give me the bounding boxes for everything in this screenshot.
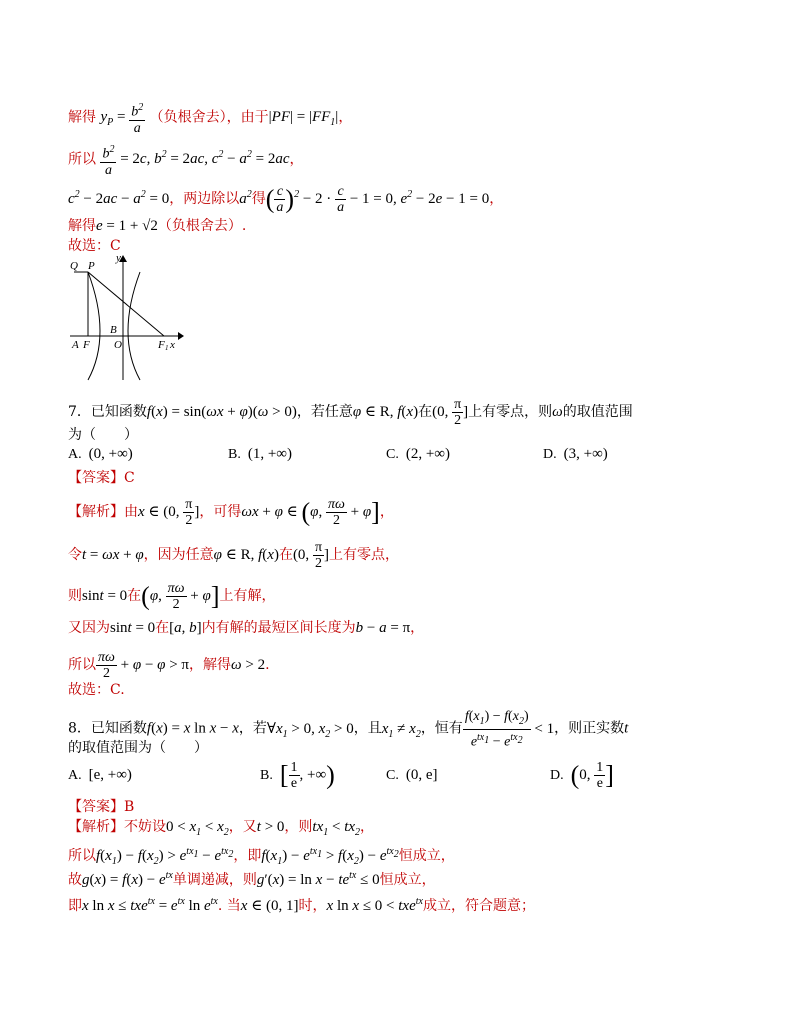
label-O: O [114,339,122,351]
option-label: A. [68,447,82,462]
formula: $tx_1 < tx_2$ [312,819,361,838]
text: ，即 [233,848,262,864]
text: 所以 [68,656,96,673]
q8-analysis-4 [68,892,535,916]
text: 所以 [68,151,96,168]
text: 内有解的最短区间长度为 [201,620,356,636]
analysis-tag: 【解析】 [68,819,124,835]
formula: $c^2 - 2ac - a^2 = 0$ [68,188,170,207]
formula: sint = 0 [110,620,156,636]
x-axis-arrow [178,332,184,340]
formula: [ $\frac{1}{e}$ , +∞) [279,760,335,791]
formula: f(x) = x ln x − x [146,720,239,737]
text: 8．已知函数 [68,720,147,737]
q7-option-d[interactable] [543,446,608,463]
text: 上有解， [219,587,276,604]
formula: $f(x_1) - f(x_2) > e^{tx_1} - e^{tx_2}$ [96,846,234,867]
formula: $y_P$ = $\frac{b^2}{a}$ [100,102,144,136]
answer-tag: 【答案】 [68,799,124,815]
option-label: C. [386,447,399,462]
text: 由 [124,503,138,520]
text: ，恒有 [420,720,463,737]
text: 在 [418,403,433,420]
formula: $g'(x) = \ln x - te^{tx} \le 0$ [256,870,380,888]
label-F1: F [158,339,165,351]
q7-option-c[interactable] [386,446,450,463]
formula: t = ωx + φ [82,546,144,563]
text: 则 [68,587,82,604]
formula: $|PF| = |FF_1|$ [268,109,339,129]
q7-option-a[interactable] [68,446,133,463]
formula: φ ∈ R, f(x) [352,403,419,420]
text: 成立，符合题意； [422,898,535,914]
formula: e = 1 + √2 [96,218,158,234]
formula: t [624,720,629,737]
formula: (0, $\frac{1}{e}$ ] [570,760,614,791]
formula: $\frac{\pi\omega}{2}$ + φ − φ > π [98,650,190,681]
text: . 当 [217,898,241,914]
q7-analysis-6: 故选：C. [68,682,125,698]
text: 时， [298,898,327,914]
text: 在 [155,620,170,636]
formula: $0 < x_1 < x_2$ [166,819,229,838]
answer-tag: 【答案】 [68,470,124,486]
formula: $f(x_1) - e^{tx_1} > f(x_2) - e^{tx_2}$ [261,846,399,867]
text: ，两边除以 [169,190,240,207]
text: 又因为 [68,620,110,636]
text: ，且 [353,720,382,737]
label-B: B [110,324,117,336]
text: 不妨设 [124,819,166,835]
text: 恒成立， [379,872,436,888]
q7-stem-line2: 为（ ） [68,427,138,443]
hyperbola-figure [68,252,188,382]
formula: ωx + φ ∈ (φ, $\frac{\pi\omega}{2}$ + φ] [241,497,380,528]
label-A: A [72,339,79,351]
q7-analysis-1: 【解析】由x ∈ (0, $\frac{\pi}{2}$ ]，可得ωx + φ ∈ (φ, $\frac{\pi\omega}{2}$ + φ]， [68,497,394,528]
option-label: C. [386,768,399,783]
text: 上有零点， [329,546,400,563]
formula: $x_1 \ne x_2$ [381,720,421,740]
text: ，可得 [199,503,242,520]
option-label: B. [260,767,273,783]
q8-analysis-3 [68,866,436,890]
text: 的取值范围 [562,403,633,420]
text: ，若任意 [296,403,353,420]
q8-option-d[interactable] [550,760,614,791]
line-2: 所以 $\frac{b^2}{a}$ = 2c, $b^2 = 2ac$, $c^2 - a^2 = 2ac$， [68,144,304,178]
text: 解得 [68,218,96,234]
option-label: D. [543,447,557,462]
line-1: 解得 $y_P$ = $\frac{b^2}{a}$ （负根舍去），由于$|PF| = |FF_1|$， [68,102,353,136]
text: 故 [68,872,82,888]
formula: [e, +∞) [88,767,132,783]
formula: (φ, $\frac{\pi\omega}{2}$ + φ] [141,581,220,612]
q7-analysis-2 [68,540,399,571]
formula: φ ∈ R, f(x) [213,546,279,563]
answer-value: B [124,799,135,815]
q7-option-b[interactable] [228,446,292,463]
text: 上有零点，则 [468,403,553,420]
formula: (3, +∞) [563,446,608,462]
text: 在 [278,546,293,563]
label-Q: Q [70,260,78,272]
text: 即 [68,898,82,914]
formula: f(x) = sin(ωx + φ)(ω > 0) [146,403,297,420]
label-P: P [88,260,95,272]
analysis-tag: 【解析】 [68,503,124,520]
q7-stem-line1 [68,397,633,428]
option-label: B. [228,447,241,462]
formula: b − a = π [355,620,411,636]
formula: (2, +∞) [405,446,450,462]
left-branch [88,272,100,380]
formula: $\frac{f(x_1) - f(x_2)}{e^{tx_1} - e^{tx_2}}$ < 1 [464,709,555,750]
formula: x $\ln x \le txe^{tx} = e^{tx}$ $\ln e^{tx}$ [82,896,218,914]
q7-analysis-3 [68,581,276,612]
formula: $\frac{b^2}{a}$ = 2c, $b^2 = 2ac$, $c^2 - a^2 = 2ac$ [102,144,290,178]
option-label: A. [68,768,82,783]
q8-answer [68,797,134,817]
formula: (0, +∞) [88,446,133,462]
text: ，若 [238,720,267,737]
option-label: D. [550,767,564,783]
text: ，则正实数 [554,720,625,737]
formula: x ∈ (0, $\frac{\pi}{2}$ ] [138,497,200,528]
text: ，因为任意 [143,546,214,563]
formula: (0, e] [405,767,438,783]
formula: ( $\frac{c}{a}$ )$^2$ − 2 · $\frac{c}{a}$ − 1 = 0, $e^2 - 2e - 1 = 0$ [265,184,490,215]
formula: x ∈ (0, 1] [240,898,299,914]
text: 单调递减，则 [172,872,257,888]
q8-stem-line2: 的取值范围为（ ） [68,740,208,756]
q8-option-b[interactable] [260,760,335,791]
q7-analysis-4: 又因为sint = 0在[a, b]内有解的最短区间长度为b − a = π， [68,620,425,636]
formula: ω [552,403,563,420]
q7-analysis-5: 所以 $\frac{\pi\omega}{2}$ + φ − φ > π，解得ω > 2. [68,650,270,681]
formula: (0, $\frac{\pi}{2}$ ] [292,540,330,571]
formula: sint = 0 [82,587,128,604]
formula: (1, +∞) [247,446,292,462]
right-branch [128,272,140,380]
q8-option-a[interactable] [68,767,132,784]
text: 在 [127,587,142,604]
line-5: 故选：C [68,238,121,254]
text: 恒成立， [398,848,455,864]
formula: ω > 2 [231,656,266,673]
formula: t > 0 [256,819,285,835]
answer-value: C [124,470,135,486]
segment-PF1 [88,272,164,336]
text: （负根舍去）. [157,218,247,234]
formula: x ln x ≤ 0 < txe$^{tx}$ [326,896,423,914]
text: 7．已知函数 [68,403,147,420]
label-x: x [170,339,175,351]
text: （负根舍去），由于 [149,109,269,126]
q7-answer [68,468,135,488]
text: 解得 [68,109,96,126]
line-3: $c^2 - 2ac - a^2 = 0$，两边除以$a^2$得( $\frac{c}{a}$ )$^2$ − 2 · $\frac{c}{a}$ − 1 = 0, $e^2 - 2e - 1 = 0$， [68,184,504,215]
formula: (0, $\frac{\pi}{2}$ ] [432,397,469,428]
formula: [a, b] [169,620,202,636]
text: ，又 [228,819,257,835]
label-F1-sub: 1 [165,344,169,352]
q8-analysis-1: 【解析】不妨设$0 < x_1 < x_2$，又t > 0，则$tx_1 < tx_2$， [68,819,375,838]
formula: $\forall x_1 > 0$, $x_2 > 0$ [266,720,354,740]
text: 得 [251,190,266,207]
formula: $g(x) = f(x) - e^{tx}$ [82,870,173,888]
text: 令 [68,546,82,563]
label-F: F [83,339,90,351]
text: ，则 [284,819,313,835]
q8-option-c[interactable] [386,767,438,784]
label-y: y [116,252,121,264]
text: 所以 [68,848,96,864]
line-4 [68,216,246,236]
text: ，解得 [189,656,232,673]
formula: $a^2$ [239,188,252,207]
